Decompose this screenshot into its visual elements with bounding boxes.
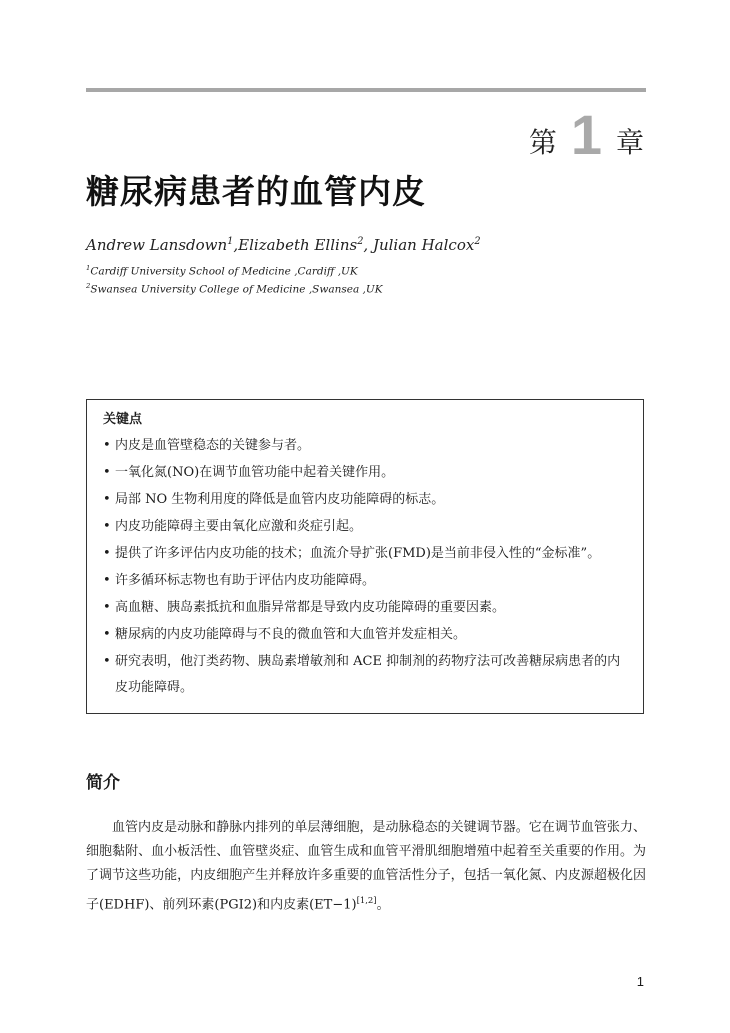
key-point-item: • 高血糖、胰岛素抵抗和血脂异常都是导致内皮功能障碍的重要因素。 xyxy=(103,595,631,621)
body-paragraph xyxy=(86,816,646,917)
key-point-item: • 许多循环标志物也有助于评估内皮功能障碍。 xyxy=(103,568,631,594)
chapter-suffix: 章 xyxy=(615,126,644,159)
author-name: Andrew Lansdown xyxy=(86,236,228,254)
chapter-title: 糖尿病患者的血管内皮 xyxy=(86,172,426,211)
paragraph-end: 。 xyxy=(376,897,390,913)
key-point-item: • 内皮功能障碍主要由氧化应激和炎症引起。 xyxy=(103,514,631,540)
key-point-item: • 糖尿病的内皮功能障碍与不良的微血管和大血管并发症相关。 xyxy=(103,622,631,648)
author-line xyxy=(86,236,481,254)
key-points-title: 关键点 xyxy=(103,412,143,427)
section-heading: 简介 xyxy=(86,773,120,793)
author-affiliation-mark: 2 xyxy=(474,236,481,247)
affiliation-mark: 2 xyxy=(86,282,91,290)
key-point-item: • 一氧化氮(NO)在调节血管功能中起着关键作用。 xyxy=(103,460,631,486)
affiliation-text: Swansea University College of Medicine ,Swansea ,UK xyxy=(90,283,383,296)
author-name: Elizabeth Ellins xyxy=(238,236,358,254)
citation-ref: [1,2] xyxy=(356,895,377,905)
page-number: 1 xyxy=(636,974,644,989)
key-points-box xyxy=(86,399,644,714)
chapter-label xyxy=(528,103,644,166)
key-points-list xyxy=(103,433,631,701)
paragraph-text: 血管内皮是动脉和静脉内排列的单层薄细胞，是动脉稳态的关键调节器。它在调节血管张力、细胞黏附、血小板活性、血管壁炎症、血管生成和血管平滑肌细胞增殖中起着至关重要的作用。为了调节这些功能，内皮细胞产生并释放许多重要的血管活性分子，包括一氧化氮、内皮源超极化因子(EDHF)、前列环素(PGI2)和内皮素(ET−1) xyxy=(86,820,646,913)
author-separator: , xyxy=(233,236,239,254)
author-name: Julian Halcox xyxy=(372,236,475,254)
affiliation-mark: 1 xyxy=(86,264,91,272)
key-point-item: • 提供了许多评估内皮功能的技术；血流介导扩张(FMD)是当前非侵入性的“金标准”。 xyxy=(103,541,631,567)
key-point-item: • 局部 NO 生物利用度的降低是血管内皮功能障碍的标志。 xyxy=(103,487,631,513)
author-affiliation-mark: 1 xyxy=(227,236,234,247)
chapter-prefix: 第 xyxy=(528,126,557,159)
top-rule xyxy=(86,88,646,92)
key-point-item: • 研究表明，他汀类药物、胰岛素增敏剂和 ACE 抑制剂的药物疗法可改善糖尿病患者的内皮功能障碍。 xyxy=(103,649,631,701)
affiliation xyxy=(86,264,358,278)
affiliation-text: Cardiff University School of Medicine ,Cardiff ,UK xyxy=(90,265,358,278)
affiliation xyxy=(86,282,383,296)
key-point-item: • 内皮是血管壁稳态的关键参与者。 xyxy=(103,433,631,459)
author-separator: , xyxy=(363,236,373,254)
chapter-number: 1 xyxy=(570,103,602,166)
author-affiliation-mark: 2 xyxy=(357,236,364,247)
